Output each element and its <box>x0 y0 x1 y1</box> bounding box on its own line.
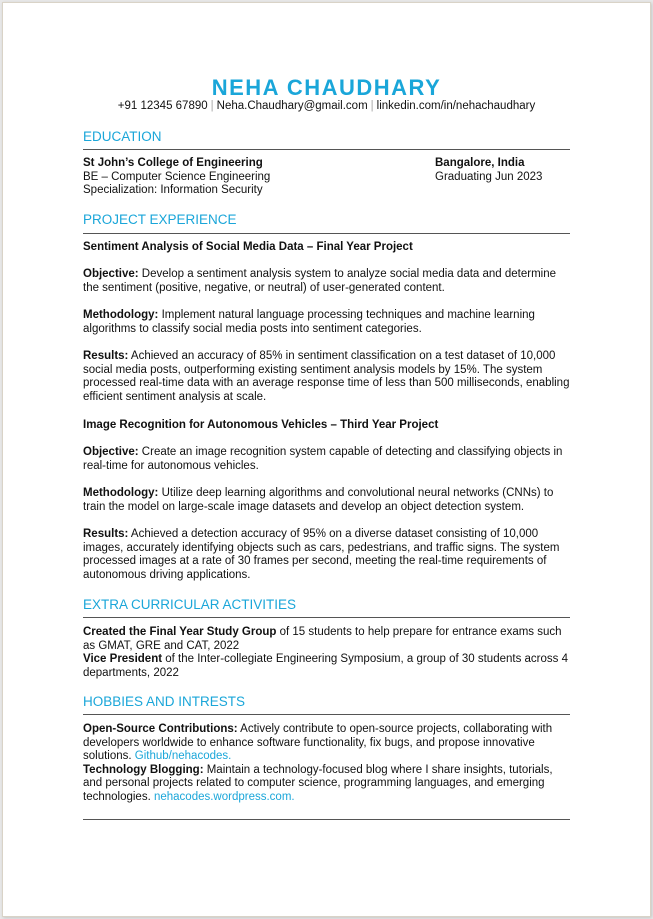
linkedin[interactable]: linkedin.com/in/nehachaudhary <box>376 100 536 112</box>
education-right <box>435 157 542 184</box>
extracurricular-title: EXTRA CURRICULAR ACTIVITIES <box>83 597 297 612</box>
phone: +91 12345 67890 <box>117 100 208 112</box>
project-heading: Sentiment Analysis of Social Media Data – Final Year Project <box>83 241 413 253</box>
project-heading: Image Recognition for Autonomous Vehicles – Third Year Project <box>83 419 439 431</box>
blog-link[interactable]: nehacodes.wordpress.com. <box>153 790 295 803</box>
hobby-item: Open-Source Contributions: Actively contribute to open-source projects, collaborating with developers worldwide to enhance software functionality, fix bugs, and propose innovative solutions. Github/nehacodes. <box>83 723 553 763</box>
divider <box>83 617 570 618</box>
project-results: Results: Achieved an accuracy of 85% in sentiment classification on a test dataset of 10,000 social media posts, outperforming existing sentiment analysis models by 15%. The system processed real-time data with an average response time of less than 500 milliseconds, enabling efficient sentiment analysis at scale. <box>83 350 570 403</box>
activity-item: Created the Final Year Study Group of 15 students to help prepare for entrance exams such as GMAT, GRE and CAT, 2022 <box>83 626 562 652</box>
project-methodology: Methodology: Utilize deep learning algorithms and convolutional neural networks (CNNs) to train the model on large-scale image datasets and develop an object detection system. <box>83 487 554 513</box>
hobby-item: Technology Blogging: Maintain a technology-focused blog where I share insights, tutorials, and personal projects related to computer science, programming languages, and emerging technologies. nehacodes.wordpress.com. <box>83 763 553 803</box>
resume-page <box>2 2 651 917</box>
project-objective: Objective: Develop a sentiment analysis system to analyze social media data and determine the sentiment (positive, negative, or neutral) of user-generated content. <box>83 268 557 294</box>
contact-line <box>83 100 570 112</box>
candidate-name: NEHA CHAUDHARY <box>211 75 442 100</box>
education-title: EDUCATION <box>83 129 162 144</box>
degree: BE – Computer Science Engineering <box>83 170 271 183</box>
email[interactable]: Neha.Chaudhary@gmail.com <box>216 100 368 112</box>
separator: | <box>210 100 214 112</box>
activity-item: Vice President of the Inter-collegiate Engineering Symposium, a group of 30 students across 4 departments, 2022 <box>83 653 568 679</box>
education-location: Bangalore, India <box>435 157 525 169</box>
specialization: Specialization: Information Security <box>83 184 263 197</box>
separator: | <box>370 100 374 112</box>
project-methodology: Methodology: Implement natural language processing techniques and machine learning algorithms to classify social media posts into sentiment categories. <box>83 309 535 335</box>
hobbies-block <box>83 723 570 805</box>
project-objective: Objective: Create an image recognition system capable of detecting and classifying objects in real-time for autonomous vehicles. <box>83 446 563 472</box>
hobbies-title: HOBBIES AND INTRESTS <box>83 694 246 709</box>
divider <box>83 149 570 150</box>
college-name: St John’s College of Engineering <box>83 157 263 169</box>
graduation-date: Graduating Jun 2023 <box>435 170 543 183</box>
divider <box>83 714 570 715</box>
footer-divider <box>83 819 570 820</box>
project-results: Results: Achieved a detection accuracy of 95% on a diverse dataset consisting of 10,000 images, accurately identifying objects such as cars, pedestrians, and traffic signs. The system processed images at a rate of 30 frames per second, meeting the real-time requirements of autonomous driving applications. <box>83 528 560 581</box>
projects-title: PROJECT EXPERIENCE <box>83 212 237 227</box>
extracurricular-block <box>83 626 570 680</box>
github-link[interactable]: Github/nehacodes. <box>134 750 232 763</box>
divider <box>83 233 570 234</box>
